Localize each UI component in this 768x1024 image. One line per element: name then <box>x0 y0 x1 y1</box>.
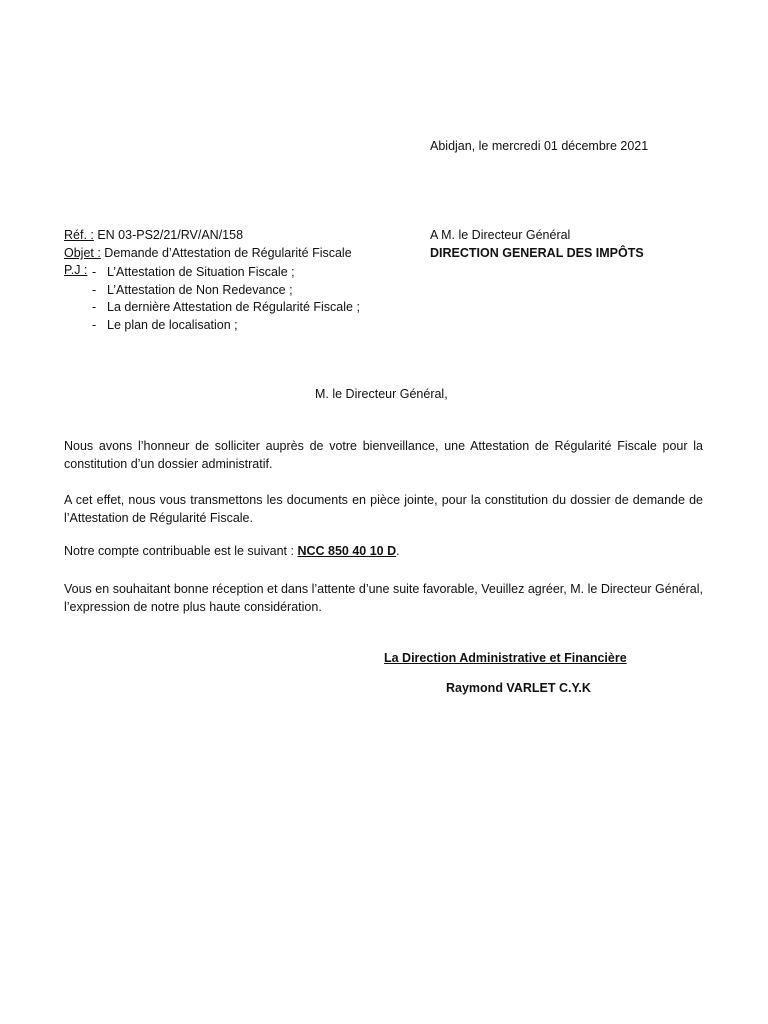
pj-item: - L’Attestation de Situation Fiscale ; <box>92 265 295 279</box>
ncc-number: NCC 850 40 10 D <box>297 544 397 558</box>
pj-item: - La dernière Attestation de Régularité Fiscale ; <box>92 300 360 314</box>
objet-line <box>64 246 352 260</box>
objet-value: Demande d’Attestation de Régularité Fiscale <box>100 246 352 260</box>
ref-value: EN 03-PS2/21/RV/AN/158 <box>93 228 244 242</box>
ref-line <box>64 228 243 242</box>
recipient-line-2: DIRECTION GENERAL DES IMPÔTS <box>430 246 644 260</box>
paragraph-account <box>64 544 400 558</box>
objet-label: Objet : <box>64 246 101 260</box>
date-line: Abidjan, le mercredi 01 décembre 2021 <box>430 139 649 153</box>
paragraph-closing: Vous en souhaitant bonne réception et dans l’attente d’une suite favorable, Veuillez agréer, M. le Directeur Général, l’expression de notre plus haute considération. <box>64 582 703 614</box>
account-suffix: . <box>396 544 400 558</box>
signature-name: Raymond VARLET C.Y.K <box>446 681 591 695</box>
paragraph-documents: A cet effet, nous vous transmettons les documents en pièce jointe, pour la constitution du dossier de demande de l’Attestation de Régularité Fiscale. <box>64 493 703 525</box>
pj-item: - L’Attestation de Non Redevance ; <box>92 283 293 297</box>
ref-label: Réf. : <box>64 228 94 242</box>
salutation: M. le Directeur Général, <box>315 387 448 401</box>
paragraph-request: Nous avons l’honneur de solliciter auprès de votre bienveillance, une Attestation de Régularité Fiscale pour la constitution d’un dossier administratif. <box>64 439 703 471</box>
signature-department: La Direction Administrative et Financière <box>384 651 627 665</box>
pj-item: - Le plan de localisation ; <box>92 318 238 332</box>
account-prefix: Notre compte contribuable est le suivant : <box>64 544 298 558</box>
recipient-line-1: A M. le Directeur Général <box>430 228 571 242</box>
pj-label: P.J : <box>64 263 88 277</box>
